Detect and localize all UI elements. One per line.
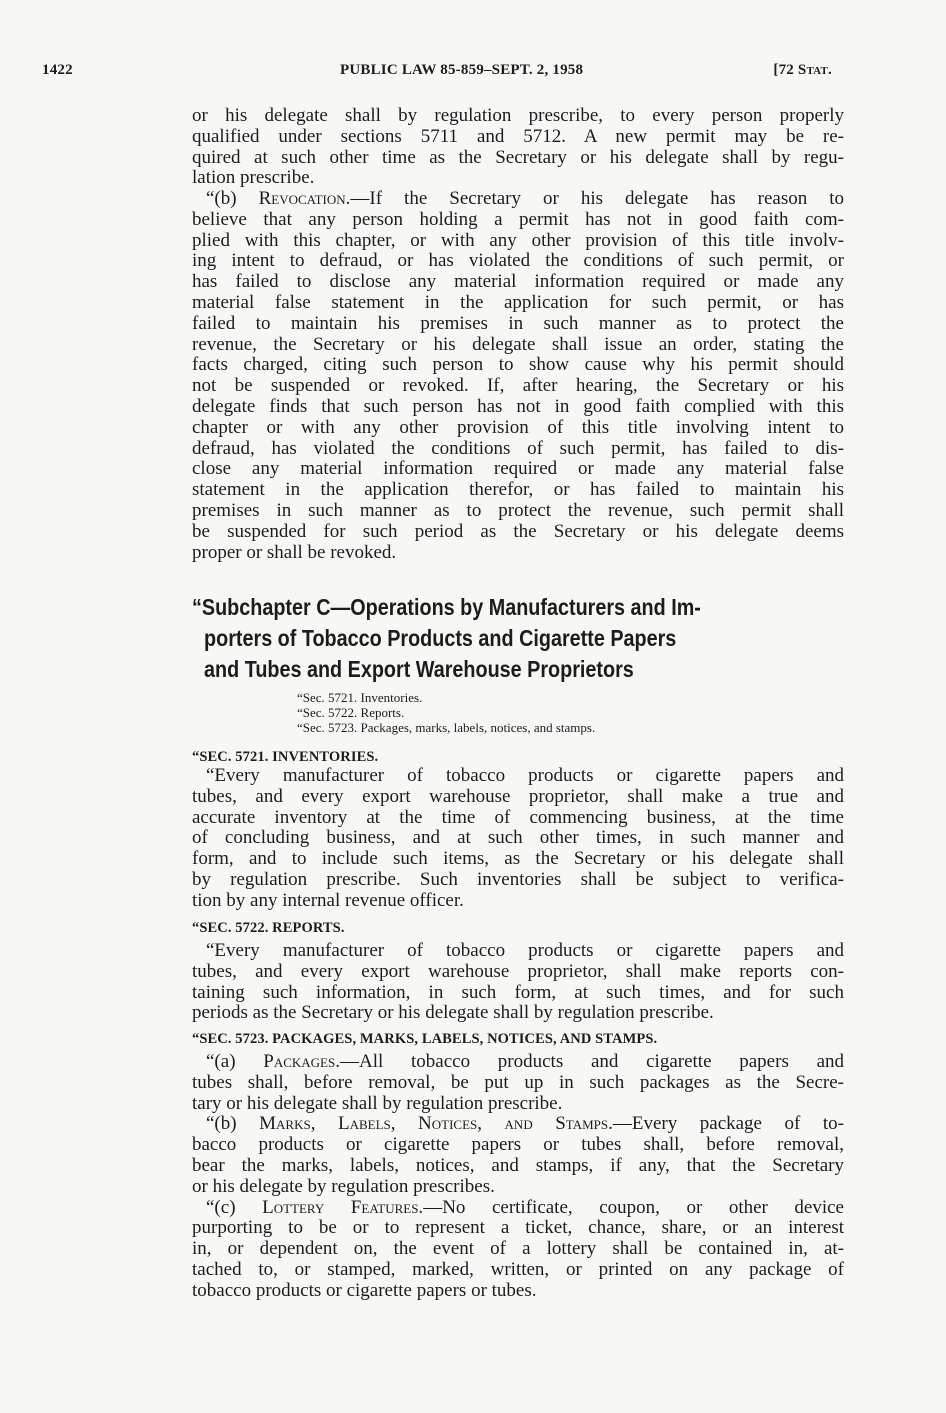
text-line xyxy=(192,189,844,210)
text-run: —If the Secretary or his delegate has reason to xyxy=(350,188,844,209)
text-line: in, or dependent on, the event of a lottery shall be contained in, at- xyxy=(192,1238,844,1260)
text-line: accurate inventory at the time of commencing business, at the time xyxy=(192,806,844,828)
text-line: or his delegate shall by regulation prescribe, to every person properly xyxy=(192,105,844,126)
section-heading-5722: “SEC. 5722. REPORTS. xyxy=(192,920,345,936)
text-line: tobacco products or cigarette papers or tubes. xyxy=(192,1279,537,1301)
section-heading-5721: “SEC. 5721. INVENTORIES. xyxy=(192,749,379,765)
running-head-title: PUBLIC LAW 85-859–SEPT. 2, 1958 xyxy=(340,62,584,78)
section-5721-body xyxy=(192,766,844,912)
text-line: taining such information, in such form, at such times, and for such xyxy=(192,981,844,1003)
subsection-heading: Marks, Labels, Notices, and Stamps. xyxy=(259,1113,613,1135)
text-line: or his delegate by regulation prescribes. xyxy=(192,1175,495,1197)
text-line xyxy=(192,1198,844,1219)
subsection-marker: “(b) xyxy=(206,1113,237,1135)
subsection-marker: “(c) xyxy=(206,1196,236,1218)
text-line: tubes, and every export warehouse proprietor, shall make a true and xyxy=(192,785,844,807)
section-table-of-contents xyxy=(297,690,595,735)
text-line: believe that any person holding a permit has not in good faith com- xyxy=(192,208,844,230)
section-5722-body xyxy=(192,941,844,1024)
text-line: statement in the application therefor, or has failed to maintain his xyxy=(192,479,844,501)
text-run: —No certificate, coupon, or other device xyxy=(423,1196,844,1218)
text-line: tion by any internal revenue officer. xyxy=(192,889,464,911)
text-line: of concluding business, and at such other times, in such manner and xyxy=(192,827,844,849)
statute-reference: [72 Stat. xyxy=(773,62,832,78)
revocation-paragraph xyxy=(192,189,844,563)
text-line: chapter or with any other provision of this title involving intent to xyxy=(192,416,844,438)
text-line: tary or his delegate shall by regulation prescribe. xyxy=(192,1092,563,1114)
section-5723-body xyxy=(192,1052,844,1302)
toc-item: “Sec. 5721. Inventories. xyxy=(297,690,423,705)
text-line: proper or shall be revoked. xyxy=(192,541,397,563)
text-line: revenue, the Secretary or his delegate shall issue an order, stating the xyxy=(192,333,844,355)
text-line: lation prescribe. xyxy=(192,167,315,189)
text-line: be suspended for such period as the Secretary or his delegate deems xyxy=(192,520,844,542)
text-run: —All tobacco products and cigarette papers and xyxy=(339,1051,845,1072)
text-line: by regulation prescribe. Such inventories shall be subject to verifica- xyxy=(192,868,844,890)
text-line: delegate finds that such person has not in good faith complied with this xyxy=(192,395,844,417)
text-line xyxy=(192,1114,844,1135)
text-line: ing intent to defraud, or has violated the conditions of such permit, or xyxy=(192,250,844,272)
text-run: —Every package of to- xyxy=(612,1113,844,1135)
subsection-heading: Revocation. xyxy=(258,188,351,209)
text-line: tached to, or stamped, marked, written, or printed on any package of xyxy=(192,1258,844,1280)
page-number: 1422 xyxy=(42,62,73,78)
subsection-heading: Lottery Features. xyxy=(262,1196,424,1218)
text-line: tubes shall, before removal, be put up in such packages as the Secre- xyxy=(192,1071,844,1093)
heading-line: and Tubes and Export Warehouse Proprietors xyxy=(204,656,634,682)
text-line: not be suspended or revoked. If, after hearing, the Secretary or his xyxy=(192,375,844,397)
toc-item: “Sec. 5723. Packages, marks, labels, notices, and stamps. xyxy=(297,720,596,735)
text-line: premises in such manner as to protect the revenue, such permit shall xyxy=(192,499,844,521)
heading-line: porters of Tobacco Products and Cigarette Papers xyxy=(204,625,677,651)
text-line: plied with this chapter, or with any other provision of this title involv- xyxy=(192,229,844,251)
text-line: bacco products or cigarette papers or tubes shall, before removal, xyxy=(192,1134,844,1156)
text-line: qualified under sections 5711 and 5712. A new permit may be re- xyxy=(192,125,844,147)
subchapter-heading xyxy=(192,592,753,685)
text-line xyxy=(192,1052,844,1073)
text-line: quired at such other time as the Secretary or his delegate shall by regu- xyxy=(192,146,844,168)
text-line: periods as the Secretary or his delegate shall by regulation prescribe. xyxy=(192,1002,714,1024)
text-line: failed to maintain his premises in such manner as to protect the xyxy=(192,312,844,334)
section-heading-5723: “SEC. 5723. PACKAGES, MARKS, LABELS, NOTICES, AND STAMPS. xyxy=(192,1031,658,1047)
continuation-paragraph xyxy=(192,106,844,189)
text-line: purporting to be or to represent a ticket, chance, share, or an interest xyxy=(192,1217,844,1239)
text-line: facts charged, citing such person to show cause why his permit should xyxy=(192,354,844,376)
text-line: “Every manufacturer of tobacco products or cigarette papers and xyxy=(206,940,844,961)
text-line: close any material information required or made any material false xyxy=(192,458,844,480)
running-head xyxy=(42,62,832,84)
subsection-marker: “(b) xyxy=(206,188,237,209)
heading-line: “Subchapter C—Operations by Manufacturers and Im- xyxy=(192,594,701,620)
subsection-marker: “(a) xyxy=(206,1051,236,1072)
text-line: has failed to disclose any material information required or made any xyxy=(192,271,844,293)
text-line: tubes, and every export warehouse proprietor, shall make reports con- xyxy=(192,960,844,982)
text-line: form, and to include such items, as the Secretary or his delegate shall xyxy=(192,848,844,870)
subsection-heading: Packages. xyxy=(263,1051,340,1072)
text-line: bear the marks, labels, notices, and stamps, if any, that the Secretary xyxy=(192,1154,844,1176)
text-line: defraud, has violated the conditions of such permit, has failed to dis- xyxy=(192,437,844,459)
text-line: “Every manufacturer of tobacco products or cigarette papers and xyxy=(206,765,844,786)
toc-item: “Sec. 5722. Reports. xyxy=(297,705,405,720)
text-line: material false statement in the application for such permit, or has xyxy=(192,291,844,313)
